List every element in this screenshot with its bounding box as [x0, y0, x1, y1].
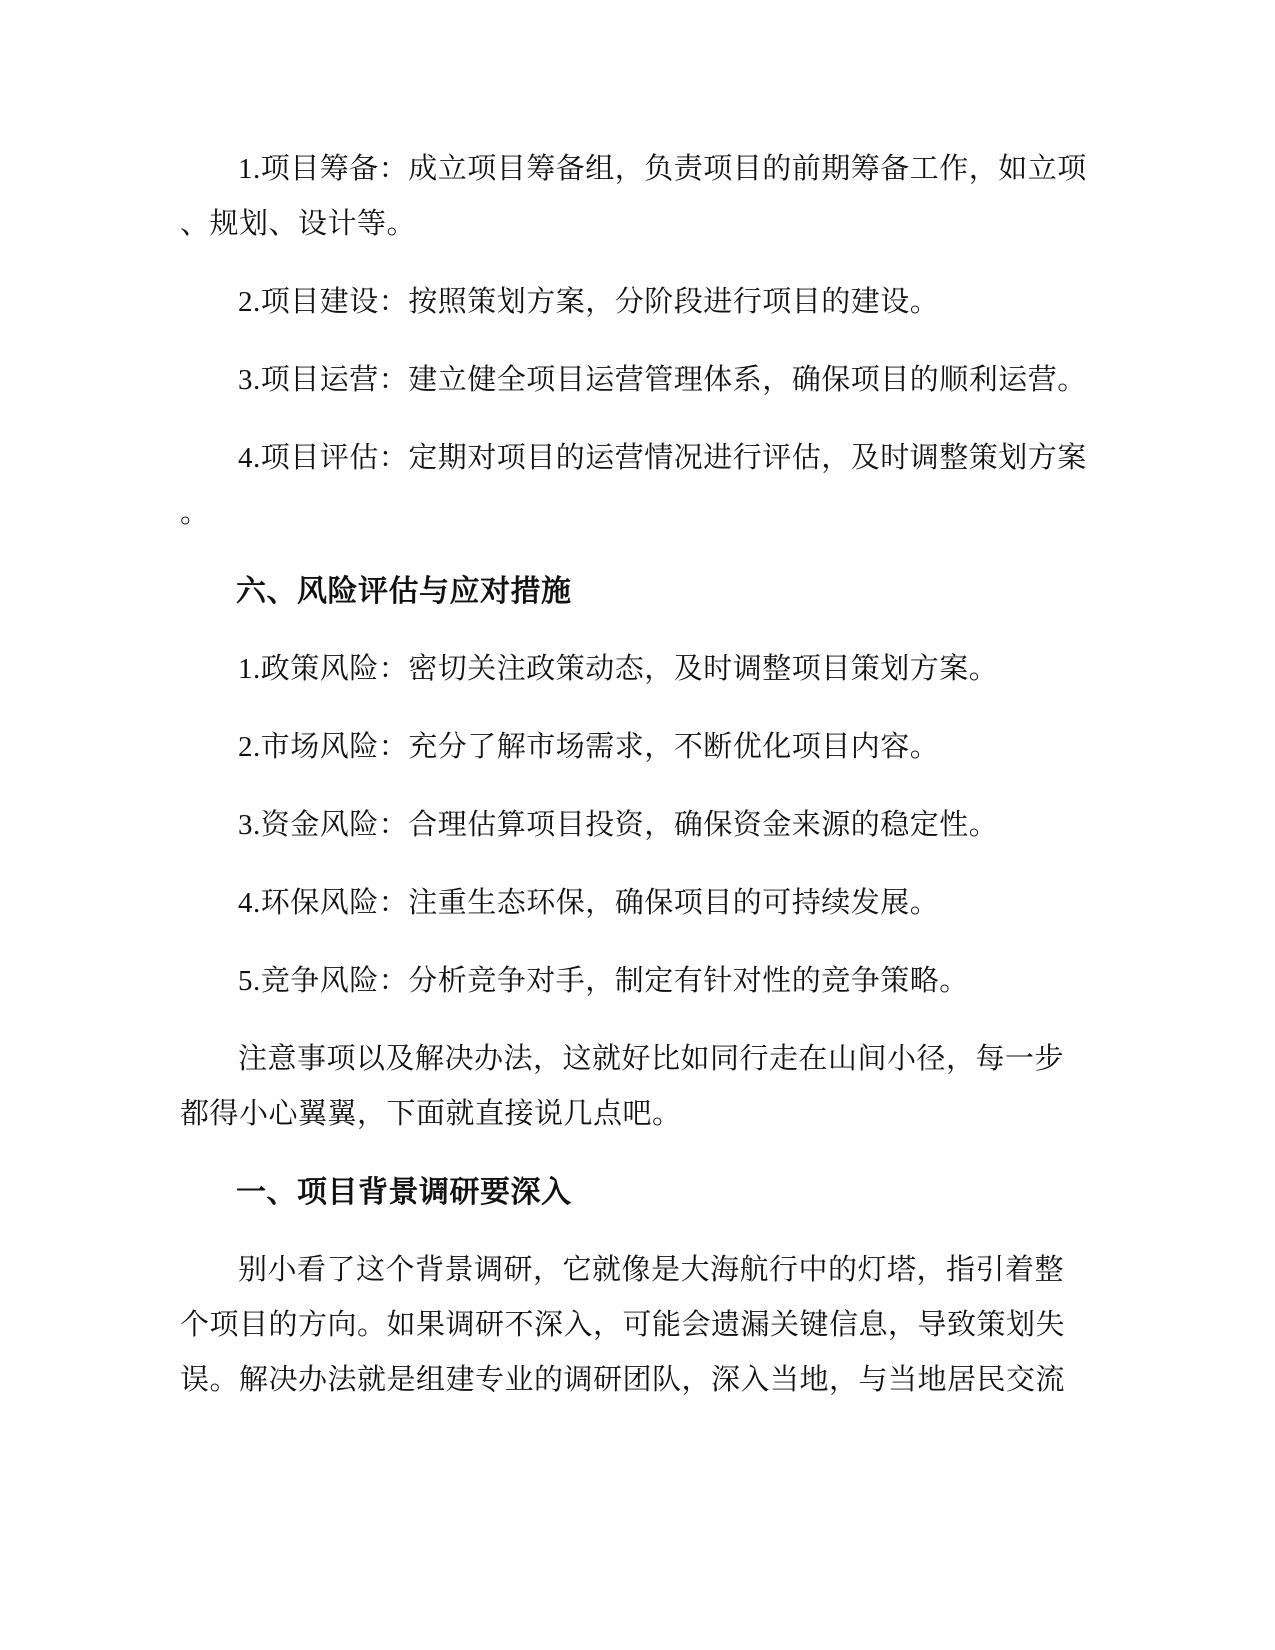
document-body: [180, 142, 1095, 1431]
text-line: 2.市场风险：充分了解市场需求，不断优化项目内容。: [238, 731, 940, 763]
paragraph-project-construction: [180, 275, 1095, 330]
text-line: 个项目的方向。如果调研不深入，可能会遗漏关键信息，导致策划失: [180, 1309, 1066, 1341]
paragraph-policy-risk: [180, 642, 1095, 697]
text-line: 3.资金风险：合理估算项目投资，确保资金来源的稳定性。: [238, 809, 999, 841]
text-line: 1.项目筹备：成立项目筹备组，负责项目的前期筹备工作，如立项: [238, 153, 1087, 185]
text-line: 都得小心翼翼，下面就直接说几点吧。: [180, 1098, 682, 1130]
text-line: 4.项目评估：定期对项目的运营情况进行评估，及时调整策划方案: [238, 442, 1087, 474]
paragraph-notes-intro: [180, 1032, 1095, 1142]
text-line: 误。解决办法就是组建专业的调研团队，深入当地，与当地居民交流: [180, 1364, 1066, 1396]
text-line: 3.项目运营：建立健全项目运营管理体系，确保项目的顺利运营。: [238, 364, 1087, 396]
paragraph-background-research-detail: [180, 1243, 1095, 1408]
text-line: 别小看了这个背景调研，它就像是大海航行中的灯塔，指引着整: [238, 1254, 1065, 1286]
heading-text: 六、风险评估与应对措施: [236, 575, 572, 608]
section-heading-background-research: [180, 1165, 1095, 1220]
paragraph-project-operation: [180, 353, 1095, 408]
text-line: 、规划、设计等。: [180, 208, 417, 240]
text-line: 5.竞争风险：分析竞争对手，制定有针对性的竞争策略。: [238, 965, 969, 997]
heading-text: 一、项目背景调研要深入: [236, 1176, 572, 1209]
paragraph-project-preparation: [180, 142, 1095, 252]
paragraph-environmental-risk: [180, 876, 1095, 931]
paragraph-market-risk: [180, 720, 1095, 775]
text-line: 注意事项以及解决办法，这就好比如同行走在山间小径，每一步: [238, 1043, 1065, 1075]
text-line: 4.环保风险：注重生态环保，确保项目的可持续发展。: [238, 887, 940, 919]
section-heading-risk-assessment: [180, 564, 1095, 619]
paragraph-project-evaluation: [180, 431, 1095, 541]
paragraph-funding-risk: [180, 798, 1095, 853]
text-line: 。: [180, 497, 210, 529]
text-line: 2.项目建设：按照策划方案，分阶段进行项目的建设。: [238, 286, 940, 318]
text-line: 1.政策风险：密切关注政策动态，及时调整项目策划方案。: [238, 653, 999, 685]
paragraph-competition-risk: [180, 954, 1095, 1009]
